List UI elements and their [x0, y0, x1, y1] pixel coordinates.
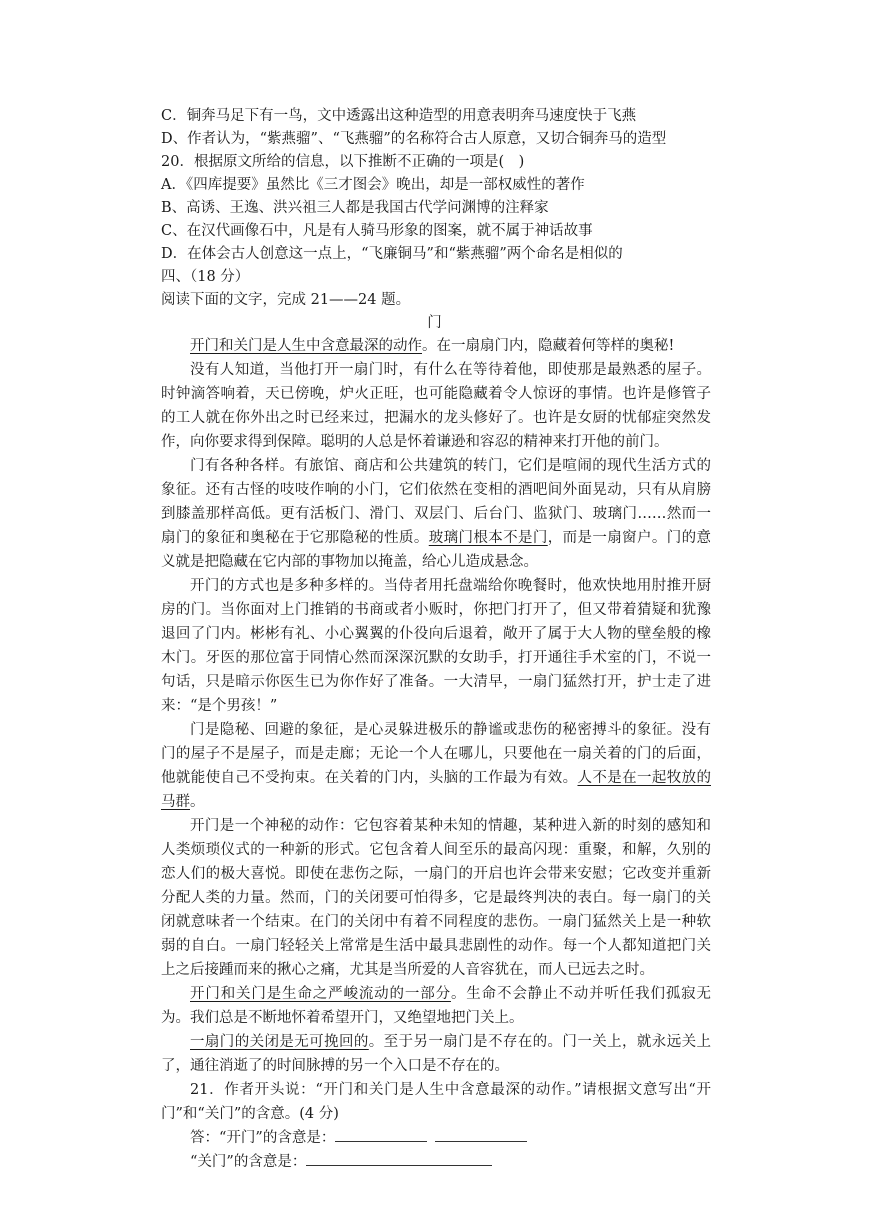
reading-instruction: 阅读下面的文字，完成 21——24 题。	[161, 292, 411, 308]
q19-option-c: C．铜奔马足下有一鸟，文中透露出这种造型的用意表明奔马速度快于飞燕	[161, 108, 637, 124]
essay-paragraph-6: 开门是一个神秘的动作：它包容着某种未知的情趣，某种进入新的时刻的感知和人类烦琐仪式的一种新的形式。它包含着人间至乐的最高闪现：重聚，和解，久别的恋人们的极大喜悦。即使在悲伤之际，一扇门的开启也许会带来安慰；它改变并重新分配人类的力量。然而，门的关闭要可怕得多，它是最终判决的表白。每一扇门的关闭就意味者一个结束。在门的关闭中有着不同程度的悲伤。一扇门猛然关上是一种软弱的自白。一扇门轻轻关上常常是生活中最具悲剧性的动作。每一个人都知道把门关上之后接踵而来的揪心之痛，尤其是当所爱的人音容犹在，而人已远去之时。	[161, 818, 711, 978]
q20-stem: 20．根据原文所给的信息，以下推断不正确的一项是( )	[161, 154, 525, 170]
essay-paragraph-8: 一扇门的关闭是无可挽回的。至于另一扇门是不存在的。门一关上，就永远关上了，通往消逝了的时间脉搏的另一个入口是不存在的。	[161, 1034, 711, 1074]
underlined-sentence: 人不是在一起牧放的马群	[161, 770, 711, 810]
q21-answer-open: 答：“开门”的含意是：	[161, 1126, 711, 1150]
q20-option-b: B、高诱、王逸、洪兴祖三人都是我国古代学问渊博的注释家	[161, 200, 549, 216]
essay-paragraph-5: 门是隐秘、回避的象征，是心灵躲进极乐的静谧或悲伤的秘密搏斗的象征。没有门的屋子不是屋子，而是走廊；无论一个人在哪儿，只要他在一扇关着的门的后面，他就能使自己不受拘束。在关着的门内，头脑的工作最为有效。人不是在一起牧放的马群。	[161, 722, 711, 810]
essay-body	[161, 334, 711, 1174]
essay-paragraph-1: 开门和关门是人生中含意最深的动作。在一扇扇门内，隐藏着何等样的奥秘!	[190, 338, 675, 354]
underlined-sentence: 一扇门的关闭是无可挽回的	[190, 1034, 369, 1050]
answer-blank[interactable]	[306, 1151, 492, 1166]
essay-paragraph-2: 没有人知道，当他打开一扇门时，有什么在等待着他，即使那是最熟悉的屋子。时钟滴答响着，天已傍晚，炉火正旺，也可能隐藏着令人惊讶的事情。也许是修管子的工人就在你外出之时已经来过，把漏水的龙头修好了。也许是女厨的忧郁症突然发作，向你要求得到保障。聪明的人总是怀着谦逊和容忍的精神来打开他的前门。	[161, 362, 711, 450]
answer-blank[interactable]	[435, 1127, 527, 1142]
essay-paragraph-4: 开门的方式也是多种多样的。当侍者用托盘端给你晚餐时，他欢快地用肘推开厨房的门。当你面对上门推销的书商或者小贩时，你把门打开了，但又带着猜疑和犹豫退回了门内。彬彬有礼、小心翼翼的仆役向后退着，敞开了属于大人物的壁垒般的橡木门。牙医的那位富于同情心然而深深沉默的女助手，打开通往手术室的门，不说一句话，只是暗示你医生已为你作好了准备。一大清早，一扇门猛然打开，护士走了进来：“是个男孩！”	[161, 578, 711, 714]
underlined-sentence: 开门和关门是生命之严峻流动的一部分	[190, 986, 451, 1002]
underlined-sentence: 玻璃门根本不是门	[428, 530, 548, 546]
essay-title: 门	[427, 315, 442, 331]
answer-blank[interactable]	[335, 1127, 427, 1142]
essay-paragraph-7: 开门和关门是生命之严峻流动的一部分。生命不会静止不动并听任我们孤寂无为。我们总是不断地怀着希望开门，又绝望地把门关上。	[161, 986, 712, 1026]
q21-stem: 21．作者开头说：“开门和关门是人生中含意最深的动作。”请根据文意写出“开门”和“关门”的含意。(4 分)	[161, 1082, 711, 1122]
essay-paragraph-3: 门有各种各样。有旅馆、商店和公共建筑的转门，它们是喧闹的现代生活方式的象征。还有古怪的吱吱作响的小门，它们依然在变相的酒吧间外面晃动，只有从肩膀到膝盖那样高低。更有活板门、滑门、双层门、后台门、监狱门、玻璃门……然而一扇门的象征和奥秘在于它那隐秘的性质。玻璃门根本不是门，而是一扇窗户。门的意义就是把隐藏在它内部的事物加以掩盖，给心儿造成悬念。	[161, 458, 711, 570]
q19-option-d: D、作者认为，“紫燕骝”、“飞燕骝”的名称符合古人原意，又切合铜奔马的造型	[161, 131, 667, 147]
underlined-sentence: 开门和关门是人生中含意最深的动作	[190, 338, 422, 354]
q21-answer-close: “关门”的含意是：	[161, 1150, 711, 1174]
q20-option-a: A．《四库提要》虽然比《三才图会》晚出，却是一部权威性的著作	[161, 177, 585, 193]
section-heading: 四、（18 分）	[161, 269, 250, 285]
q20-option-c: C、在汉代画像石中，凡是有人骑马形象的图案，就不属于神话故事	[161, 223, 593, 239]
q20-option-d: D．在体会古人创意这一点上，“飞廉铜马”和“紫燕骝”两个命名是相似的	[161, 246, 623, 262]
